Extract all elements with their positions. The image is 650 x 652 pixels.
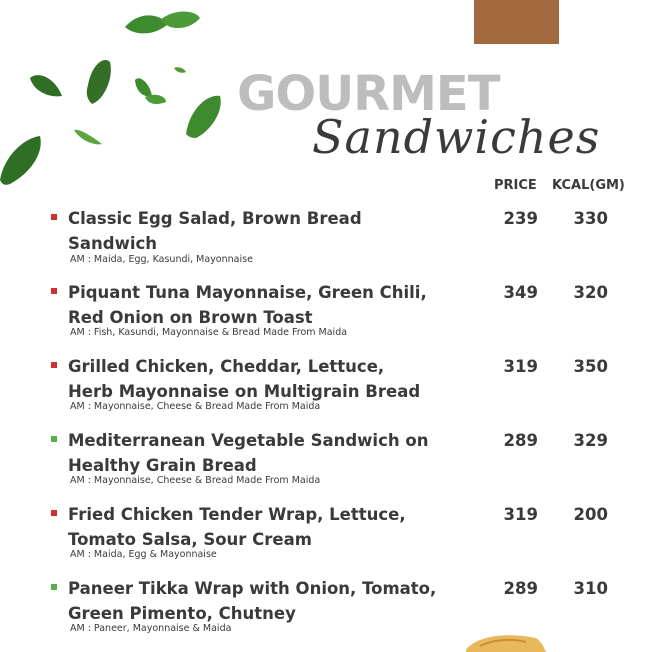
item-name: Piquant Tuna Mayonnaise, Green Chili, Red Onion on Brown Toast	[68, 283, 427, 327]
item-kcal: 310	[573, 579, 608, 598]
item-allergens: AM : Maida, Egg, Kasundi, Mayonnaise	[70, 254, 253, 265]
item-kcal: 350	[573, 357, 608, 376]
item-price: 319	[503, 505, 538, 524]
item-price: 349	[503, 283, 538, 302]
item-kcal: 329	[573, 431, 608, 450]
item-allergens: AM : Maida, Egg & Mayonnaise	[70, 549, 217, 560]
veg-marker-icon	[51, 436, 57, 442]
item-name: Mediterranean Vegetable Sandwich on Healthy Grain Bread	[68, 431, 429, 475]
menu-title: GOURMET	[237, 66, 500, 122]
basil-leaves-decoration	[0, 0, 240, 200]
nonveg-marker-icon	[51, 288, 57, 294]
price-column-header: PRICE	[494, 178, 537, 193]
veg-marker-icon	[51, 584, 57, 590]
item-price: 289	[503, 431, 538, 450]
item-kcal: 200	[573, 505, 608, 524]
item-allergens: AM : Fish, Kasundi, Mayonnaise & Bread Made From Maida	[70, 327, 348, 338]
item-price: 289	[503, 579, 538, 598]
nonveg-marker-icon	[51, 362, 57, 368]
item-kcal: 320	[573, 283, 608, 302]
menu-subtitle: Sandwiches	[312, 110, 601, 164]
nonveg-marker-icon	[51, 214, 57, 220]
item-price: 239	[503, 209, 538, 228]
item-name: Grilled Chicken, Cheddar, Lettuce, Herb Mayonnaise on Multigrain Bread	[68, 357, 421, 401]
item-price: 319	[503, 357, 538, 376]
item-kcal: 330	[573, 209, 608, 228]
nonveg-marker-icon	[51, 510, 57, 516]
item-allergens: AM : Mayonnaise, Cheese & Bread Made From Maida	[70, 401, 321, 412]
kcal-column-header: KCAL(GM)	[552, 178, 625, 193]
item-name: Fried Chicken Tender Wrap, Lettuce, Tomato Salsa, Sour Cream	[68, 505, 406, 549]
item-name: Classic Egg Salad, Brown Bread Sandwich	[68, 209, 362, 253]
item-allergens: AM : Paneer, Mayonnaise & Maida	[70, 623, 232, 634]
item-allergens: AM : Mayonnaise, Cheese & Bread Made From Maida	[70, 475, 321, 486]
accent-block	[474, 0, 559, 44]
item-name: Paneer Tikka Wrap with Onion, Tomato, Green Pimento, Chutney	[68, 579, 437, 623]
